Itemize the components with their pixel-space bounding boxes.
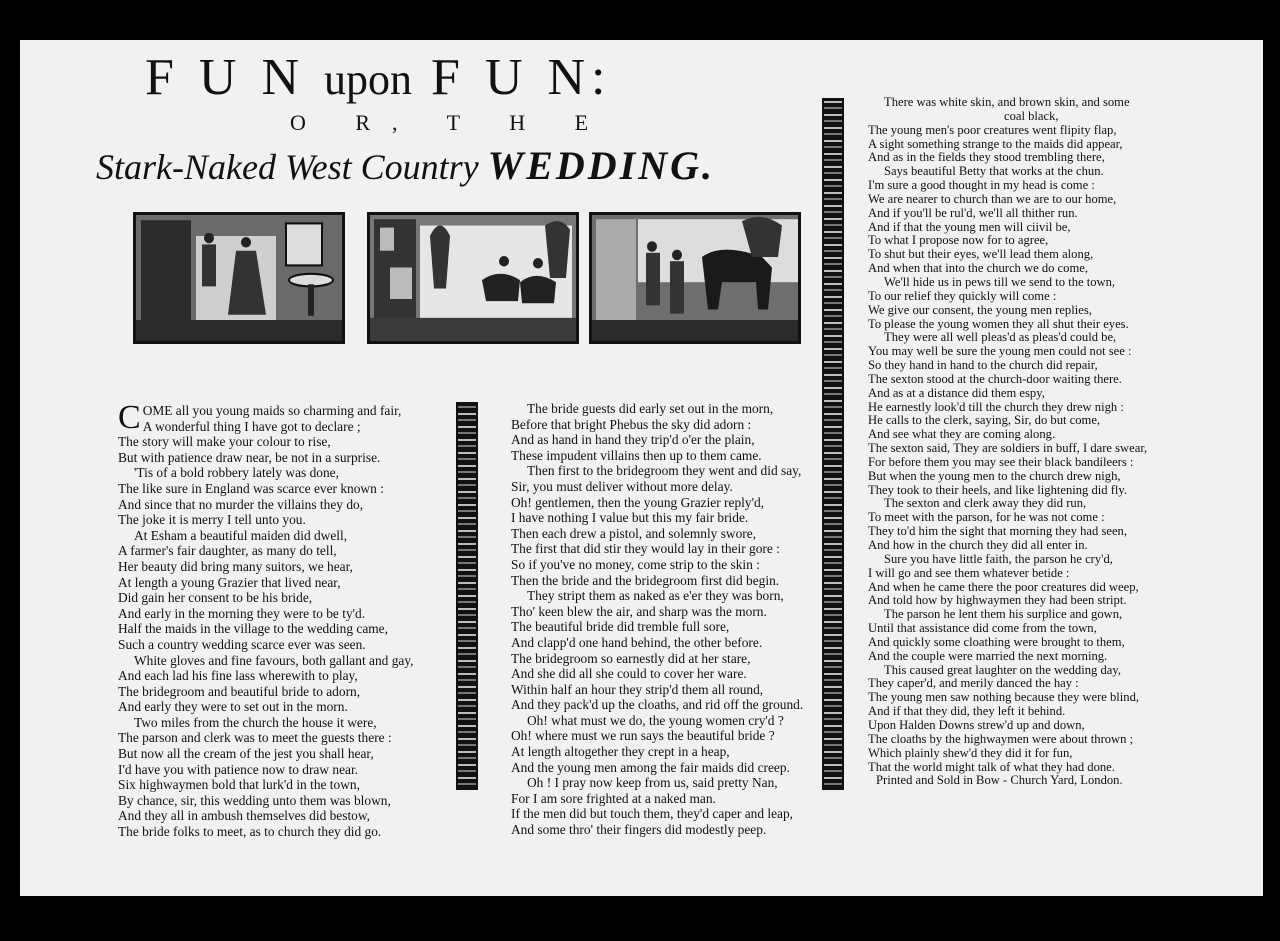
verse-line: Such a country wedding scarce ever was seen.: [118, 636, 366, 652]
verse-line: Before that bright Phebus the sky did adorn :: [511, 416, 752, 432]
verse-line: 'Tis of a bold robbery lately was done,: [134, 465, 339, 481]
verse-line: The like sure in England was scarce ever known :: [118, 480, 384, 496]
verse-line: I'd have you with patience now to draw near.: [118, 761, 359, 777]
verse-line: But when the young men to the church drew nigh,: [868, 468, 1121, 483]
verse-line: A wonderful thing I have got to declare ;: [142, 418, 361, 434]
verse-line: A farmer's fair daughter, as many do tell,: [118, 543, 337, 559]
verse-line: If the men did but touch them, they'd caper and leap,: [511, 806, 794, 822]
verse-line: Six highwaymen bold that lurk'd in the town,: [118, 777, 360, 793]
verse-line: By chance, sir, this wedding unto them was blown,: [118, 792, 391, 808]
verse-line: For before them you may see their black bandileers :: [868, 454, 1134, 469]
verse-line: I will go and see them whatever betide :: [868, 565, 1070, 580]
verse-line: And as hand in hand they trip'd o'er the plain,: [511, 432, 755, 448]
verse-line: To meet with the parson, for he was not come :: [868, 510, 1105, 525]
verse-line: And some thro' their fingers did modestly peep.: [511, 822, 767, 838]
verse-line: And each lad his fine lass wherewith to play,: [118, 668, 358, 684]
verse-line: Within half an hour they strip'd them all round,: [511, 681, 764, 697]
verse-line: So if you've no money, come strip to the skin :: [511, 556, 760, 572]
verse-line: They took to their heels, and like lightening did fly.: [868, 482, 1128, 497]
verse-line: And if that the young men will ciivil be,: [868, 219, 1071, 234]
verse-line: You may well be sure the young men could not see :: [868, 344, 1132, 359]
verse-line: And see what they are coming along.: [868, 427, 1056, 442]
verse-line: Upon Halden Downs strew'd up and down,: [868, 717, 1085, 732]
verse-line: I have nothing I value but this my fair bride.: [511, 510, 749, 526]
verse-line: The parson and clerk was to meet the guests there :: [118, 730, 392, 746]
decorative-border-left: [456, 402, 478, 790]
verse-line: And they all in ambush themselves did bestow,: [118, 808, 371, 824]
verse-line: But now all the cream of the jest you shall hear,: [118, 746, 374, 762]
poem-column-3: [868, 96, 1158, 788]
verse-line: Then first to the bridegroom they went and did say,: [527, 463, 802, 479]
verse-line: We'll hide us in pews till we send to the town,: [884, 274, 1116, 289]
verse-line: We are nearer to church than we are to our home,: [868, 191, 1117, 206]
verse-line: coal black,: [1004, 108, 1059, 123]
verse-line: There was white skin, and brown skin, and some: [884, 95, 1130, 109]
verse-line: And if you'll be rul'd, we'll all thither run.: [868, 205, 1078, 220]
title-main: F U N upon F U N:: [145, 49, 612, 106]
verse-line: And told how by highwaymen they had been stript.: [868, 593, 1127, 608]
verse-line: They caper'd, and merily danced the hay :: [868, 676, 1079, 691]
verse-line: And as at a distance did them espy,: [868, 385, 1045, 400]
verse-line: The bridegroom and beautiful bride to adorn,: [118, 683, 361, 699]
verse-line: And she did all she could to cover her ware.: [511, 666, 747, 682]
verse-line: To please the young women they all shut their eyes.: [868, 316, 1129, 331]
woodcut-riders-image: [367, 212, 579, 344]
verse-line: Oh! what must we do, the young women cry'd ?: [527, 712, 784, 728]
verse-line: And the young men among the fair maids did creep.: [511, 759, 790, 775]
verse-line: That the world might talk of what they had done.: [868, 759, 1115, 774]
verse-line: The bride guests did early set out in the morn,: [527, 401, 774, 416]
verse-line: White gloves and fine favours, both gallant and gay,: [134, 652, 414, 668]
verse-line: Oh ! I pray now keep from us, said pretty Nan,: [527, 775, 778, 791]
verse-line: And since that no murder the villains they do,: [118, 496, 364, 512]
verse-line: And clapp'd one hand behind, the other before.: [511, 634, 763, 650]
verse-line: I'm sure a good thought in my head is come :: [868, 178, 1095, 193]
poem-column-1: [118, 399, 453, 840]
verse-line: This caused great laughter on the wedding day,: [884, 662, 1121, 677]
verse-line: And the couple were married the next morning.: [868, 648, 1108, 663]
verse-line: Tho' keen blew the air, and sharp was the morn.: [511, 603, 767, 619]
verse-line: And how in the church they did all enter in.: [868, 538, 1088, 552]
verse-line: At length altogether they crept in a heap,: [511, 744, 730, 760]
title-or-the: O R, T H E: [290, 110, 611, 135]
woodcut-couple-image: [133, 212, 345, 344]
verse-line: The story will make your colour to rise,: [118, 434, 331, 450]
verse-line: He calls to the clerk, saying, Sir, do but come,: [868, 413, 1101, 428]
verse-line: And as in the fields they stood trembling there,: [868, 150, 1105, 165]
verse-line: The sexton stood at the church-door waiting there.: [868, 371, 1122, 386]
verse-line: These impudent villains then up to them came.: [511, 447, 762, 463]
verse-line: Half the maids in the village to the wedding came,: [118, 621, 388, 637]
woodcut-horse-image: [589, 212, 801, 344]
verse-line: And early in the morning they were to be ty'd.: [118, 605, 366, 621]
verse-line: Says beautiful Betty that works at the chun.: [884, 164, 1104, 179]
verse-line: At Esham a beautiful maiden did dwell,: [134, 527, 348, 543]
verse-line: The parson he lent them his surplice and gown,: [884, 607, 1123, 622]
decorative-border-right: [822, 98, 844, 790]
verse-line: And when that into the church we do come,: [868, 261, 1088, 276]
verse-line: And quickly some cloathing were brought to them,: [868, 634, 1125, 649]
verse-line: Oh! gentlemen, then the young Grazier reply'd,: [511, 494, 765, 510]
verse-line: To what I propose now for to agree,: [868, 233, 1049, 248]
verse-line: Oh! where must we run says the beautiful bride ?: [511, 728, 775, 744]
verse-line: They stript them as naked as e'er they was born,: [527, 588, 784, 604]
verse-line: The young men saw nothing because they were blind,: [868, 690, 1140, 705]
verse-line: Which plainly shew'd they did it for fun,: [868, 745, 1073, 760]
verse-line: The sexton said, They are soldiers in buff, I dare swear,: [868, 441, 1148, 456]
verse-line: They to'd him the sight that morning they had seen,: [868, 524, 1127, 539]
verse-line: We give our consent, the young men replies,: [868, 302, 1092, 317]
imprint-line: Printed and Sold in Bow - Church Yard, London.: [876, 773, 1123, 788]
verse-line: The joke it is merry I tell unto you.: [118, 512, 306, 528]
drop-cap: C: [118, 399, 141, 436]
verse-line: So they hand in hand to the church did repair,: [868, 358, 1098, 373]
verse-line: The cloaths by the highwaymen were about thrown ;: [868, 731, 1134, 746]
verse-line: Sure you have little faith, the parson he cry'd,: [884, 551, 1113, 566]
verse-line: The young men's poor creatures went flipity flap,: [868, 122, 1117, 137]
verse-line: A sight something strange to the maids did appear,: [868, 136, 1123, 151]
verse-line: And if that they did, they left it behind.: [868, 704, 1066, 719]
verse-line: The bride folks to meet, as to church they did go.: [118, 824, 382, 840]
verse-line: And early they were to set out in the morn.: [118, 699, 348, 715]
verse-line: For I am sore frighted at a naked man.: [511, 790, 716, 806]
verse-line: And when he came there the poor creatures did weep,: [868, 579, 1139, 594]
verse-line: Did gain her consent to be his bride,: [118, 590, 313, 606]
verse-line: They were all well pleas'd as pleas'd could be,: [884, 330, 1117, 345]
verse-line: The first that did stir they would lay in their gore :: [511, 541, 780, 557]
verse-line: OME all you young maids so charming and fair,: [142, 403, 402, 418]
verse-line: Two miles from the church the house it were,: [134, 714, 377, 730]
verse-line: At length a young Grazier that lived near,: [118, 574, 341, 590]
verse-line: He earnestly look'd till the church they drew nigh :: [868, 399, 1124, 414]
verse-line: The beautiful bride did tremble full sore,: [511, 619, 730, 635]
verse-line: The sexton and clerk away they did run,: [884, 496, 1087, 511]
verse-line: The bridegroom so earnestly did at her stare,: [511, 650, 751, 666]
verse-line: Then the bride and the bridegroom first did begin.: [511, 572, 780, 588]
verse-line: Until that assistance did come from the town,: [868, 621, 1097, 636]
title-subtitle: Stark-Naked West Country WEDDING.: [96, 143, 715, 188]
verse-line: But with patience draw near, be not in a surprise.: [118, 449, 381, 465]
poem-column-2: [511, 401, 816, 838]
verse-line: To shut but their eyes, we'll lead them along,: [868, 247, 1094, 262]
verse-line: Sir, you must deliver without more delay.: [511, 478, 733, 494]
verse-line: Then each drew a pistol, and solemnly swore,: [511, 525, 757, 541]
verse-line: And they pack'd up the cloaths, and rid off the ground.: [511, 697, 804, 713]
verse-line: Her beauty did bring many suitors, we hear,: [118, 558, 353, 574]
verse-line: To our relief they quickly will come :: [868, 288, 1057, 303]
